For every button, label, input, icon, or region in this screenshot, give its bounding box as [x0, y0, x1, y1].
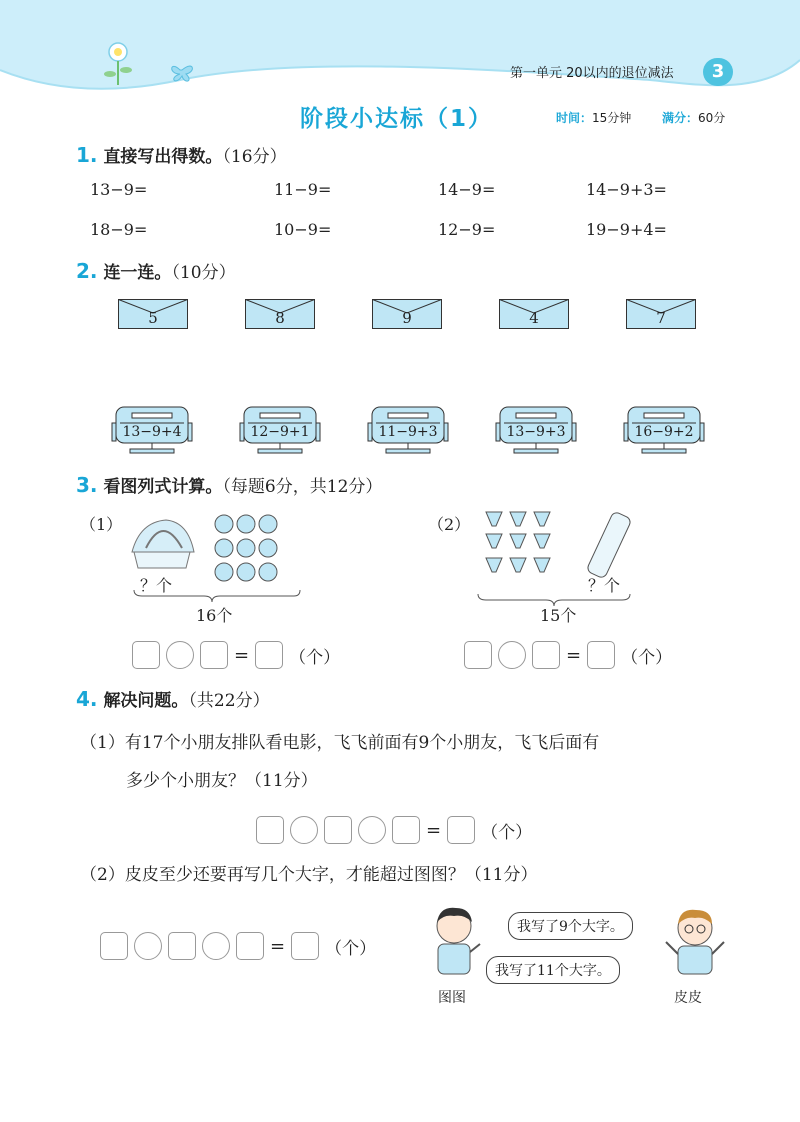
unit-label: （个） [481, 822, 533, 843]
total-label: 16个 [196, 606, 233, 625]
envelope-label: 7 [656, 309, 666, 327]
calc-item: 14−9= [438, 180, 496, 199]
envelope[interactable] [118, 299, 188, 331]
operator-circle[interactable] [290, 816, 318, 844]
operator-circle[interactable] [202, 932, 230, 960]
answer-box[interactable] [324, 816, 352, 844]
problem-text: 多少个小朋友？（11分） [126, 771, 318, 791]
answer-box[interactable] [532, 641, 560, 669]
unit-label: （个） [325, 938, 377, 959]
page-number: 3 [703, 58, 733, 86]
answer-row [256, 816, 532, 844]
question-points: （10分） [171, 263, 236, 283]
operator-circle[interactable] [498, 641, 526, 669]
score-info [662, 109, 725, 126]
answer-box[interactable] [200, 641, 228, 669]
time-label: 时间： [556, 111, 593, 125]
question-title: 直接写出得数。 [103, 147, 223, 167]
answer-box[interactable] [255, 641, 283, 669]
question-number: 2. [76, 259, 98, 283]
calc-item: 19−9+4= [586, 220, 667, 239]
unit-label: （个） [289, 647, 341, 668]
score-label: 满分： [662, 111, 699, 125]
page-title: 阶段小达标（1） [300, 106, 494, 132]
answer-box[interactable] [464, 641, 492, 669]
scale-expression: 12−9+1 [250, 424, 310, 440]
scale-expression: 13−9+3 [506, 424, 566, 440]
envelope[interactable] [626, 299, 696, 331]
answer-box[interactable] [132, 641, 160, 669]
scale-card[interactable] [622, 405, 706, 457]
question-number: 3. [76, 473, 98, 497]
operator-circle[interactable] [358, 816, 386, 844]
speech-bubble: 我写了11个大字。 [486, 956, 620, 984]
answer-box[interactable] [447, 816, 475, 844]
envelope-label: 4 [529, 309, 539, 327]
answer-box[interactable] [587, 641, 615, 669]
envelope-label: 5 [148, 309, 158, 327]
unit-title: 第一单元 20以内的退位减法 [510, 66, 674, 81]
part-label: （1） [80, 515, 123, 534]
unit-label: （个） [621, 647, 673, 668]
answer-box[interactable] [392, 816, 420, 844]
answer-box[interactable] [100, 932, 128, 960]
equals-sign: = [270, 935, 286, 957]
envelope[interactable] [372, 299, 442, 331]
question-points: （16分） [222, 147, 287, 167]
name-label: 图图 [438, 990, 466, 1006]
calc-item: 14−9+3= [586, 180, 667, 199]
calc-item: 11−9= [274, 180, 332, 199]
question-4-heading [76, 686, 270, 711]
scale-card[interactable] [494, 405, 578, 457]
answer-box[interactable] [291, 932, 319, 960]
basket-icon [132, 520, 194, 568]
scale-card[interactable] [110, 405, 194, 457]
shuttlecocks-figure [474, 508, 644, 618]
boy-tutu-figure [424, 904, 484, 984]
equals-sign: = [234, 644, 250, 666]
speech-bubble: 我写了9个大字。 [508, 912, 633, 940]
answer-box[interactable] [256, 816, 284, 844]
envelope[interactable] [499, 299, 569, 331]
answer-row [100, 932, 376, 960]
part-label: （2） [428, 515, 471, 534]
scale-expression: 11−9+3 [378, 424, 438, 440]
question-number: 1. [76, 143, 98, 167]
question-3-heading [76, 472, 382, 497]
name-label: 皮皮 [674, 990, 702, 1006]
scale-card[interactable] [238, 405, 322, 457]
calc-item: 10−9= [274, 220, 332, 239]
scale-expression: 13−9+4 [122, 424, 182, 440]
question-title: 看图列式计算。 [103, 477, 223, 497]
time-info [556, 109, 631, 126]
shuttlecock-icon [486, 512, 550, 572]
unknown-label: ？个 [140, 576, 173, 595]
envelope-label: 9 [402, 309, 412, 327]
envelope-label: 8 [275, 309, 285, 327]
answer-row [464, 641, 672, 669]
problem-text: （1）有17个小朋友排队看电影，飞飞前面有9个小朋友，飞飞后面有 [80, 733, 600, 753]
question-number: 4. [76, 687, 98, 711]
boy-pipi-figure [660, 904, 730, 984]
operator-circle[interactable] [134, 932, 162, 960]
operator-circle[interactable] [166, 641, 194, 669]
time-value: 15分钟 [592, 111, 632, 125]
question-points: （共22分） [188, 691, 270, 711]
shuttlecock-tube-icon [586, 511, 632, 579]
question-1-heading [76, 142, 287, 167]
scale-card[interactable] [366, 405, 450, 457]
question-points: （每题6分，共12分） [222, 477, 383, 497]
score-value: 60分 [698, 111, 726, 125]
equals-sign: = [566, 644, 582, 666]
scale-expression: 16−9+2 [634, 424, 694, 440]
calc-item: 18−9= [90, 220, 148, 239]
total-label: 15个 [540, 606, 577, 625]
answer-box[interactable] [168, 932, 196, 960]
answer-row [132, 641, 340, 669]
question-title: 连一连。 [103, 263, 172, 283]
header-banner [0, 0, 800, 110]
calc-item: 13−9= [90, 180, 148, 199]
problem-text: （2）皮皮至少还要再写几个大字，才能超过图图？（11分） [80, 865, 538, 885]
question-title: 解决问题。 [103, 691, 189, 711]
answer-box[interactable] [236, 932, 264, 960]
apple-icon [215, 515, 277, 581]
question-2-heading [76, 258, 236, 283]
equals-sign: = [426, 819, 442, 841]
calc-item: 12−9= [438, 220, 496, 239]
unknown-label: ？个 [588, 576, 621, 595]
envelope[interactable] [245, 299, 315, 331]
